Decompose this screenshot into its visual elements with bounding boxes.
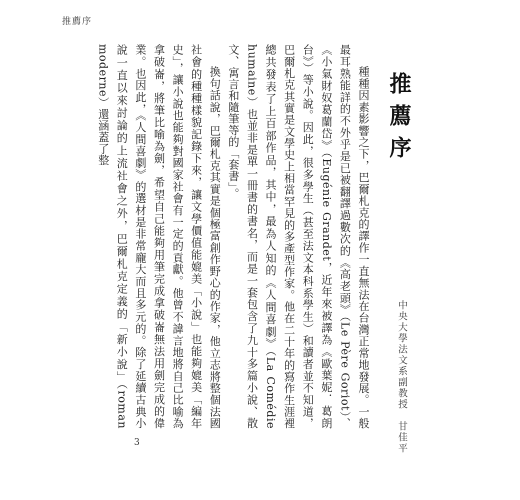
paragraph: 換句話說，巴爾札克其實是個極富創作野心的作家，他立志將整個法國社會的種種樣貌記錄下來，讓文學價值能媲美「小說」也能夠媲美「編年史」，讓小說也能夠對國家社會有一定的貢獻。他曾不諱言地將自己比喻為拿破崙，將筆比喻為劍，希望自己能夠用筆完成拿破崙無法用劍完成的偉業。也因此，《人間喜劇》的選材是非常龐大而且多元的。除了延續古典小說一直以來討論的上流社會之外，巴爾札克定義的「新小說」（roman moderne）還涵蓋了整 — [96, 44, 222, 429]
body-text — [93, 44, 372, 429]
page-title: 推薦序 — [386, 72, 412, 168]
running-head: 推薦序 — [62, 17, 93, 27]
paragraph: 種種因素影響之下，巴爾札克的譯作一直無法在台灣正常地發展。一般最耳熟能詳的不外乎是已被翻譯過數次的《高老頭》（Le Père Goriot）、《小氣財奴葛蘭岱》（Eugénie Grandet，近年來被譯為《歐葉妮．葛朗台》）等小說。因此，很多學生（甚至法文本科系學生）和讀者並不知道，巴爾札克其實是文學史上相當罕見的多產型作家。他在二十年的寫作生涯裡總共發表了上百部作品，其中，最為人知的《人間喜劇》（La Comédie humaine）也並非是單一冊書的書名，而是一套包含了九十多篇小說、散文、寓言和隨筆等的「套書」。 — [226, 44, 370, 429]
author-credit: 中央大學法文系副教授 甘佳平 — [396, 300, 407, 454]
page-number: 3 — [134, 438, 140, 448]
